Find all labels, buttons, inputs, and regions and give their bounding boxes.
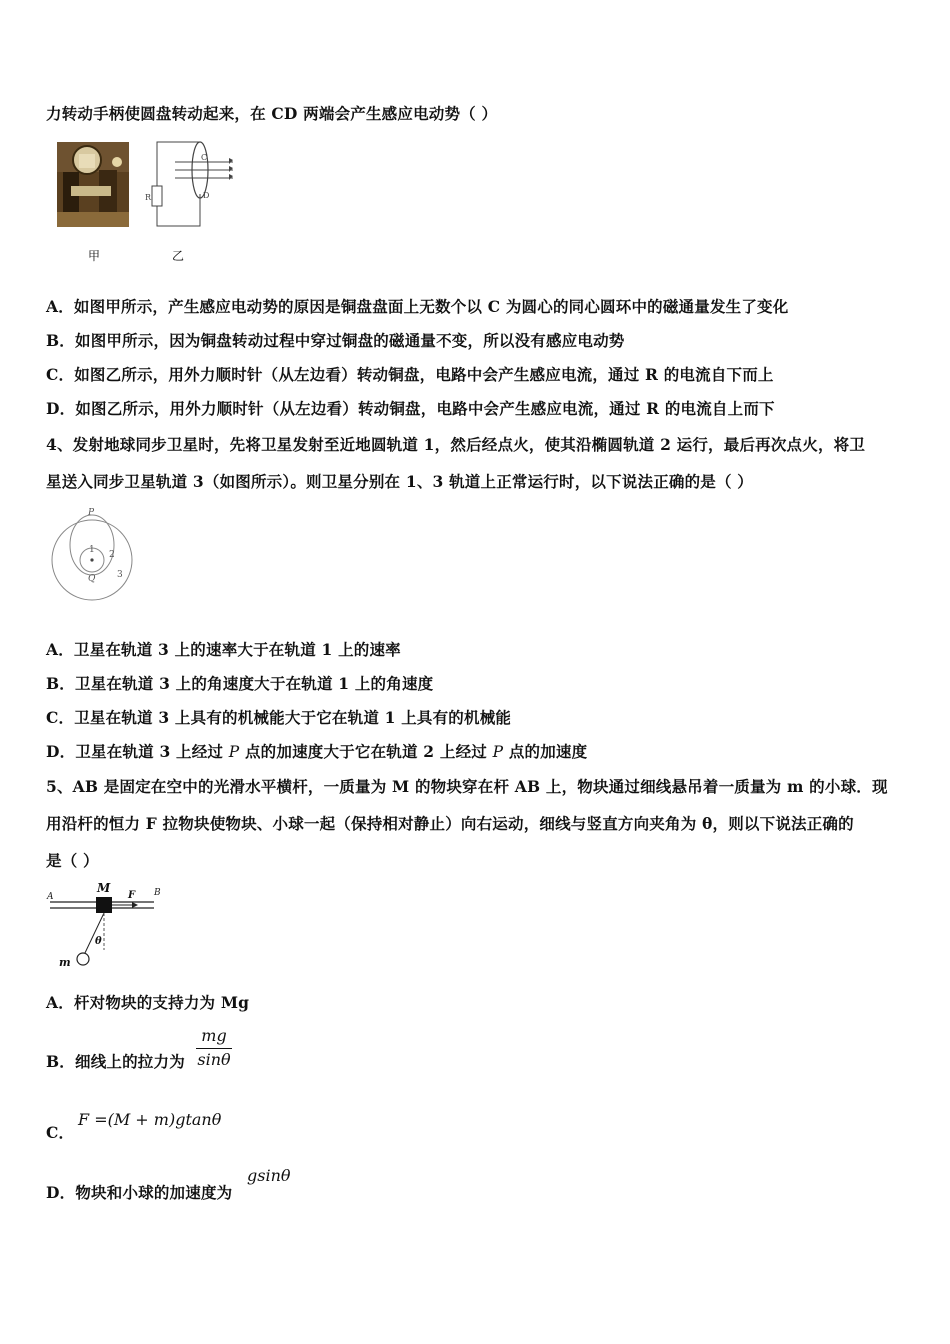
orbit-label-3: 3 [117, 570, 123, 580]
q4-option-d-part1: D．卫星在轨道 3 上经过 [46, 742, 224, 761]
rod-pendulum-diagram [44, 878, 169, 970]
q5-option-c-formula: F =(M + m)gtanθ [78, 1110, 222, 1129]
block-label-m: M [97, 881, 111, 895]
orbit-label-1: 1 [89, 545, 95, 555]
point-p-symbol: P [228, 743, 240, 761]
q5-stem-line1: 5、AB 是固定在空中的光滑水平横杆，一质量为 M 的物块穿在杆 AB 上，物块通过细线悬吊着一质量为 m 的小球．现 [46, 777, 888, 796]
q4-option-b: B．卫星在轨道 3 上的角速度大于在轨道 1 上的角速度 [46, 674, 434, 693]
figure-label-jia: 甲 [88, 249, 101, 263]
q5-option-b: B．细线上的拉力为 [46, 1052, 185, 1071]
q5-option-a: A．杆对物块的支持力为 Mg [46, 993, 250, 1012]
fraction-denominator: sinθ [197, 1050, 231, 1069]
q4-option-d [46, 740, 587, 762]
orbit-label-q: Q [88, 574, 96, 584]
q5-stem-line3: 是（ ） [46, 851, 99, 870]
circuit-diagram [145, 138, 240, 238]
svg-text:R: R [145, 193, 152, 202]
fraction-bar [196, 1048, 232, 1049]
rod-label-a: A [47, 892, 54, 902]
orbit-label-p: P [88, 508, 95, 518]
orbit-diagram [48, 505, 138, 605]
q5-option-d: D．物块和小球的加速度为 [46, 1183, 233, 1202]
q3-option-b: B．如图甲所示，因为铜盘转动过程中穿过铜盘的磁通量不变，所以没有感应电动势 [46, 331, 625, 350]
q4-option-d-part2: 点的加速度大于它在轨道 2 上经过 [244, 742, 487, 761]
rod-label-b: B [154, 888, 161, 898]
q5-stem-line2: 用沿杆的恒力 F 拉物块使物块、小球一起（保持相对静止）向右运动，细线与竖直方向夹角为 θ，则以下说法正确的 [46, 814, 854, 833]
q3-option-c: C．如图乙所示，用外力顺时针（从左边看）转动铜盘，电路中会产生感应电流，通过 R 的电流自下而上 [46, 365, 774, 384]
q5-option-d-formula: gsinθ [247, 1166, 291, 1185]
tension-fraction [194, 1026, 234, 1072]
q3-option-a: A．如图甲所示，产生感应电动势的原因是铜盘盘面上无数个以 C 为圆心的同心圆环中的磁通量发生了变化 [46, 297, 789, 316]
q3-option-d: D．如图乙所示，用外力顺时针（从左边看）转动铜盘，电路中会产生感应电流，通过 R 的电流自上而下 [46, 399, 775, 418]
intro-line: 力转动手柄使圆盘转动起来，在 CD 两端会产生感应电动势（ ） [46, 104, 498, 123]
orbit-label-2: 2 [109, 550, 115, 560]
svg-text:C: C [201, 153, 208, 162]
figure-label-yi: 乙 [172, 249, 185, 263]
svg-text:D: D [203, 191, 210, 200]
point-p-symbol-2: P [492, 743, 504, 761]
ball-label-m: m [59, 956, 71, 969]
rod-block-figure [44, 878, 169, 970]
q4-option-d-part3: 点的加速度 [508, 742, 588, 761]
figure-yi [145, 138, 240, 238]
q5-option-c: C． [46, 1123, 75, 1142]
q4-option-c: C．卫星在轨道 3 上具有的机械能大于它在轨道 1 上具有的机械能 [46, 708, 512, 727]
force-label-f: F [128, 890, 136, 901]
faraday-disk-photo [57, 142, 129, 227]
figure-jia [57, 142, 129, 227]
angle-label-theta: θ [95, 936, 102, 947]
q4-option-a: A．卫星在轨道 3 上的速率大于在轨道 1 上的速率 [46, 640, 401, 659]
q4-stem-line2: 星送入同步卫星轨道 3（如图所示）。则卫星分别在 1、3 轨道上正常运行时，以下说法正确的是（ ） [46, 472, 753, 491]
orbit-figure [48, 505, 138, 605]
fraction-numerator: mg [201, 1026, 227, 1045]
q4-stem-line1: 4、发射地球同步卫星时，先将卫星发射至近地圆轨道 1，然后经点火，使其沿椭圆轨道 2 运行，最后再次点火，将卫 [46, 435, 866, 454]
